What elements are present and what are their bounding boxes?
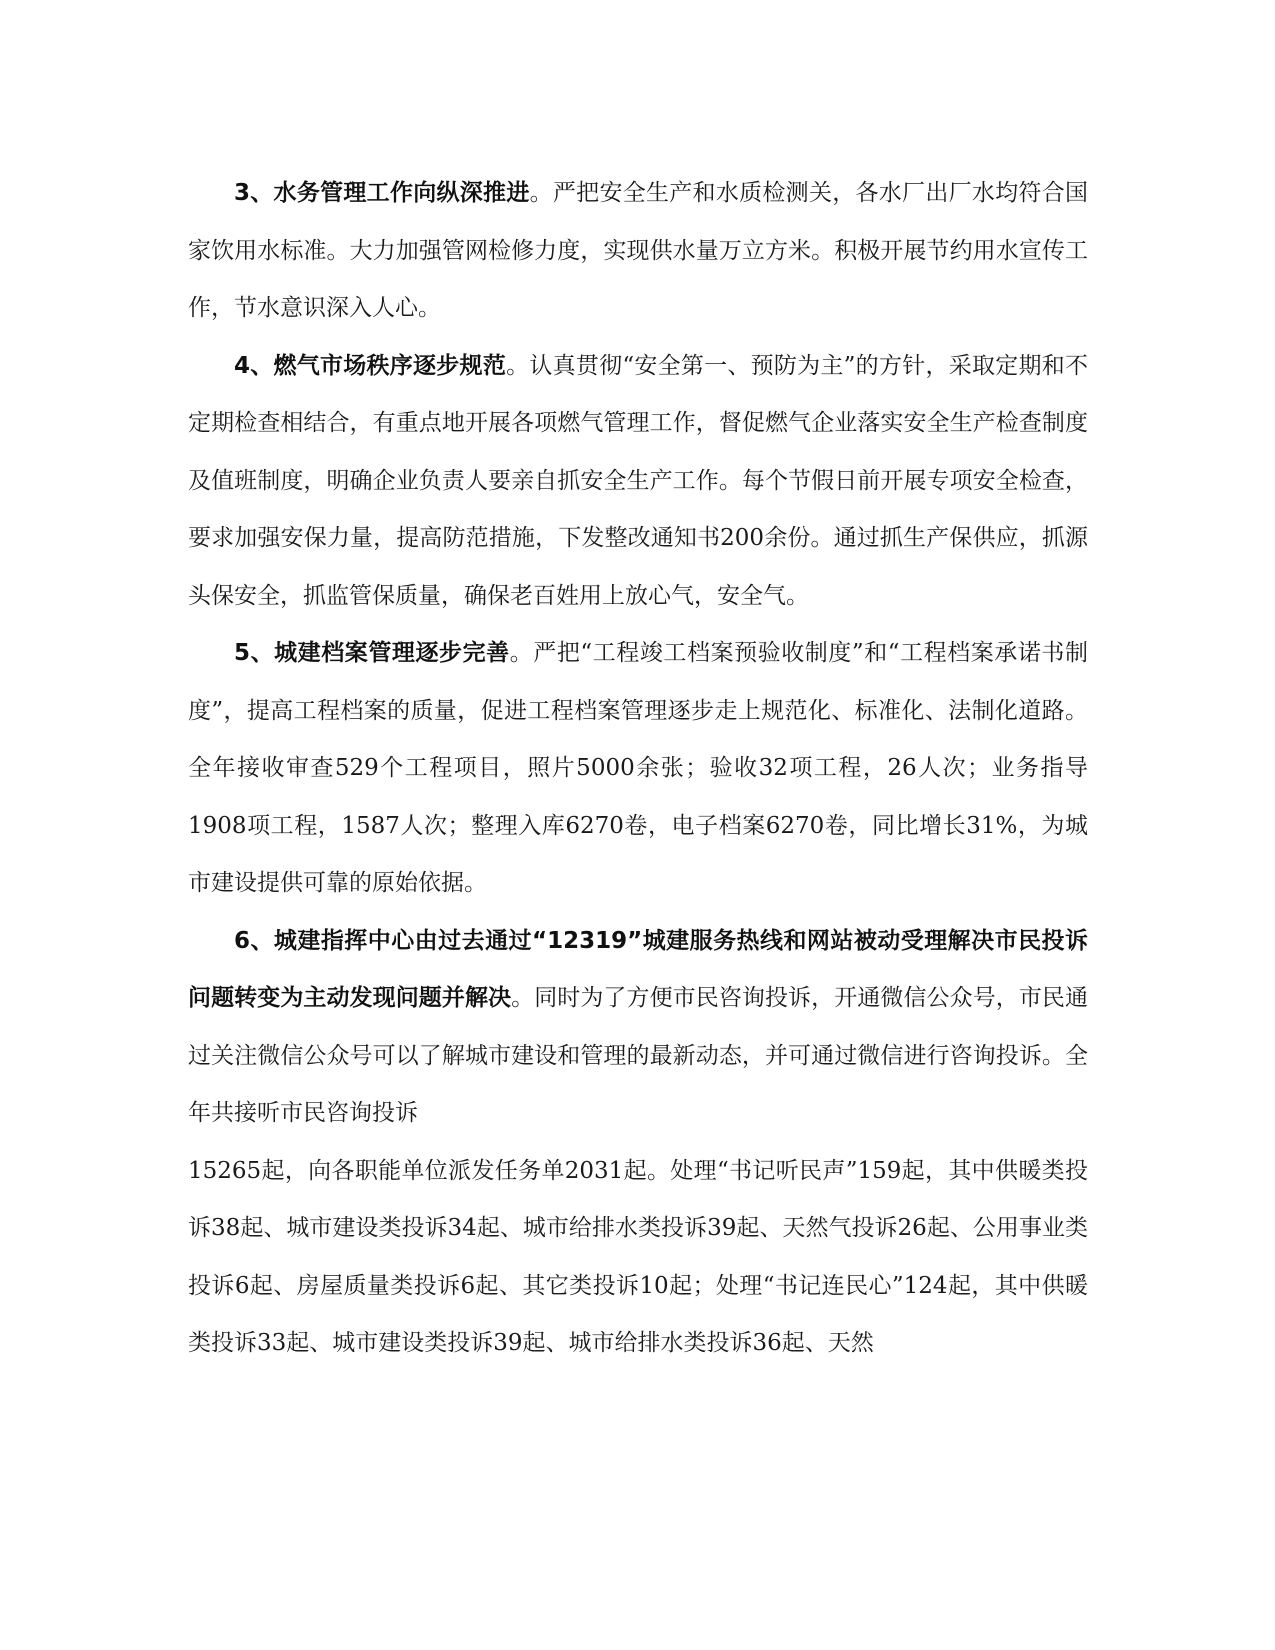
section-text: 。认真贯彻“安全第一、预防为主”的方针，采取定期和不定期检查相结合，有重点地开展各项燃气管理工作，督促燃气企业落实安全生产检查制度及值班制度，明确企业负责人要亲自抓安全生产工作。每个节假日前开展专项安全检查，要求加强安保力量，提高防范措施，下发整改通知书200余份。通过抓生产保供应，抓源头保安全，抓监管保质量，确保老百姓用上放心气，安全气。	[188, 352, 1088, 609]
paragraph-complaint-statistics: 15265起，向各职能单位派发任务单2031起。处理“书记听民声”159起，其中供暖类投诉38起、城市建设类投诉34起、城市给排水类投诉39起、天然气投诉26起、公用事业类投诉6起、房屋质量类投诉6起、其它类投诉10起；处理“书记连民心”124起，其中供暖类投诉33起、城市建设类投诉39起、城市给排水类投诉36起、天然	[188, 1157, 1088, 1356]
paragraph-urban-archives	[188, 625, 1088, 913]
document-body	[188, 165, 1088, 1373]
section-text: 。同时为了方便市民咨询投诉，开通微信公众号，市民通过关注微信公众号可以了解城市建设和管理的最新动态，并可通过微信进行咨询投诉。全年共接听市民咨询投诉	[188, 985, 1089, 1126]
section-heading: 3、水务管理工作向纵深推进	[234, 180, 530, 206]
section-heading: 5、城建档案管理逐步完善	[234, 640, 510, 666]
paragraph-command-center	[188, 913, 1088, 1143]
section-heading: 4、燃气市场秩序逐步规范	[234, 352, 507, 379]
paragraph-gas-market	[188, 338, 1088, 626]
section-text: 。严把“工程竣工档案预验收制度”和“工程档案承诺书制度”，提高工程档案的质量，促进工程档案管理逐步走上规范化、标准化、法制化道路。全年接收审查529个工程项目，照片5000余张；验收32项工程，26人次；业务指导1908项工程，1587人次；整理入库6270卷，电子档案6270卷，同比增长31%，为城市建设提供可靠的原始依据。	[188, 640, 1088, 896]
section-heading: 6、城建指挥中心由过去通过“12319”城建服务热线和网站被动受理解决市民投诉问题转变为主动发现问题并解决	[188, 927, 1088, 1011]
section-text: 。严把安全生产和水质检测关，各水厂出厂水均符合国家饮用水标准。大力加强管网检修力度，实现供水量万立方米。积极开展节约用水宣传工作，节水意识深入人心。	[188, 180, 1088, 321]
paragraph-water-management	[188, 165, 1088, 338]
